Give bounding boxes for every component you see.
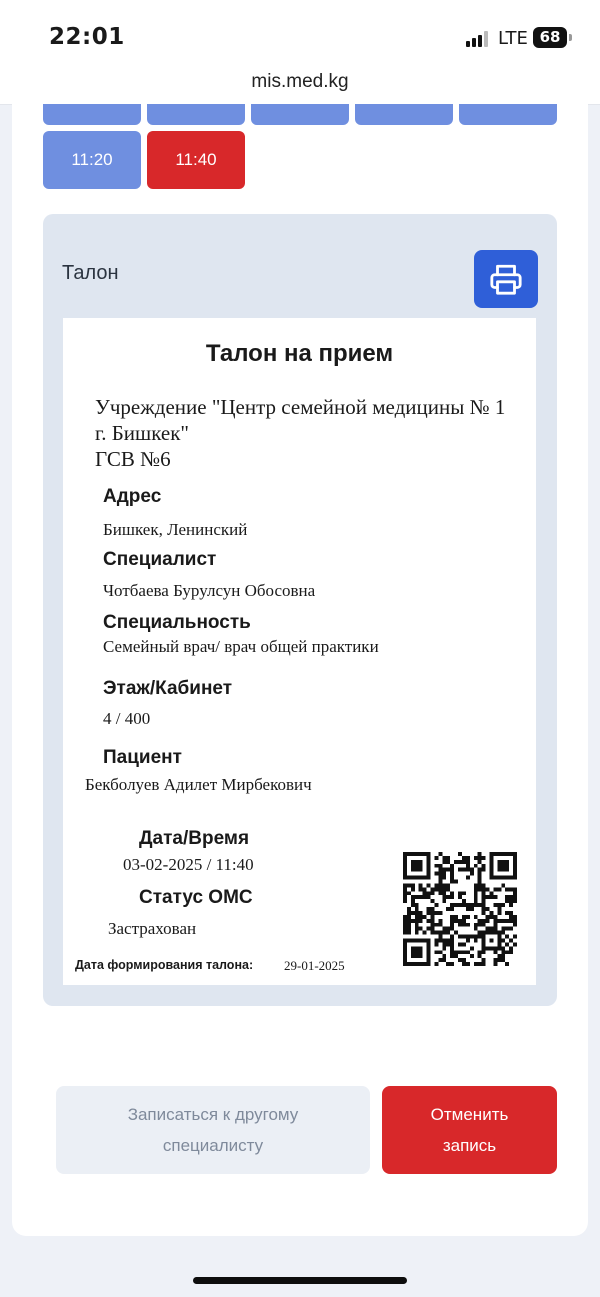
button-label-line: Записаться к другому xyxy=(127,1105,299,1124)
battery-tip xyxy=(569,34,572,41)
datetime-value: 03-02-2025 / 11:40 xyxy=(123,855,254,874)
url-bar[interactable]: mis.med.kg xyxy=(251,71,349,92)
patient-label: Пациент xyxy=(103,747,182,768)
network-type: LTE xyxy=(498,28,528,49)
printer-icon xyxy=(489,262,523,296)
button-label-line: Отменить xyxy=(430,1105,509,1124)
qr-code xyxy=(403,852,517,966)
print-button[interactable] xyxy=(474,250,538,308)
button-label-line: запись xyxy=(442,1136,497,1155)
created-value: 29-01-2025 xyxy=(284,958,345,973)
ticket xyxy=(63,318,536,985)
time-slot[interactable] xyxy=(459,104,557,125)
home-indicator xyxy=(193,1277,407,1284)
address-value: Бишкек, Ленинский xyxy=(103,520,248,539)
time-slot[interactable] xyxy=(147,104,245,125)
time-slot[interactable]: 11:20 xyxy=(43,131,141,189)
floor-label: Этаж/Кабинет xyxy=(103,678,233,699)
time-slot-selected[interactable]: 11:40 xyxy=(147,131,245,189)
page-content xyxy=(12,104,588,1236)
specialist-value: Чотбаева Бурулсун Обосовна xyxy=(103,581,316,600)
time-slot[interactable] xyxy=(355,104,453,125)
status-bar xyxy=(0,0,600,105)
book-other-specialist-button[interactable] xyxy=(56,1086,370,1174)
specialty-value: Семейный врач/ врач общей практики xyxy=(103,637,379,656)
datetime-label: Дата/Время xyxy=(139,828,250,849)
oms-value: Застрахован xyxy=(108,919,197,938)
battery-icon: 68 xyxy=(533,27,567,48)
address-label: Адрес xyxy=(103,486,162,507)
institution-line: Учреждение "Центр семейной медицины № 1 xyxy=(95,395,506,419)
talon-header: Талон xyxy=(62,262,119,284)
patient-value: Бекболуев Адилет Мирбекович xyxy=(85,775,312,794)
floor-value: 4 / 400 xyxy=(103,709,151,728)
institution-line: г. Бишкек" xyxy=(95,421,189,445)
talon-panel xyxy=(43,214,557,1006)
button-label-line: специалисту xyxy=(162,1136,264,1155)
oms-label: Статус ОМС xyxy=(139,887,253,908)
specialist-label: Специалист xyxy=(103,549,217,570)
ticket-title: Талон на прием xyxy=(205,340,394,367)
specialty-label: Специальность xyxy=(103,612,251,633)
created-label: Дата формирования талона: xyxy=(75,958,254,972)
signal-icon xyxy=(466,31,490,47)
clock: 22:01 xyxy=(49,24,125,50)
time-slot[interactable] xyxy=(43,104,141,125)
institution-line: ГСВ №6 xyxy=(95,447,171,471)
institution xyxy=(95,394,545,472)
cancel-appointment-button[interactable] xyxy=(382,1086,557,1174)
time-slot[interactable] xyxy=(251,104,349,125)
